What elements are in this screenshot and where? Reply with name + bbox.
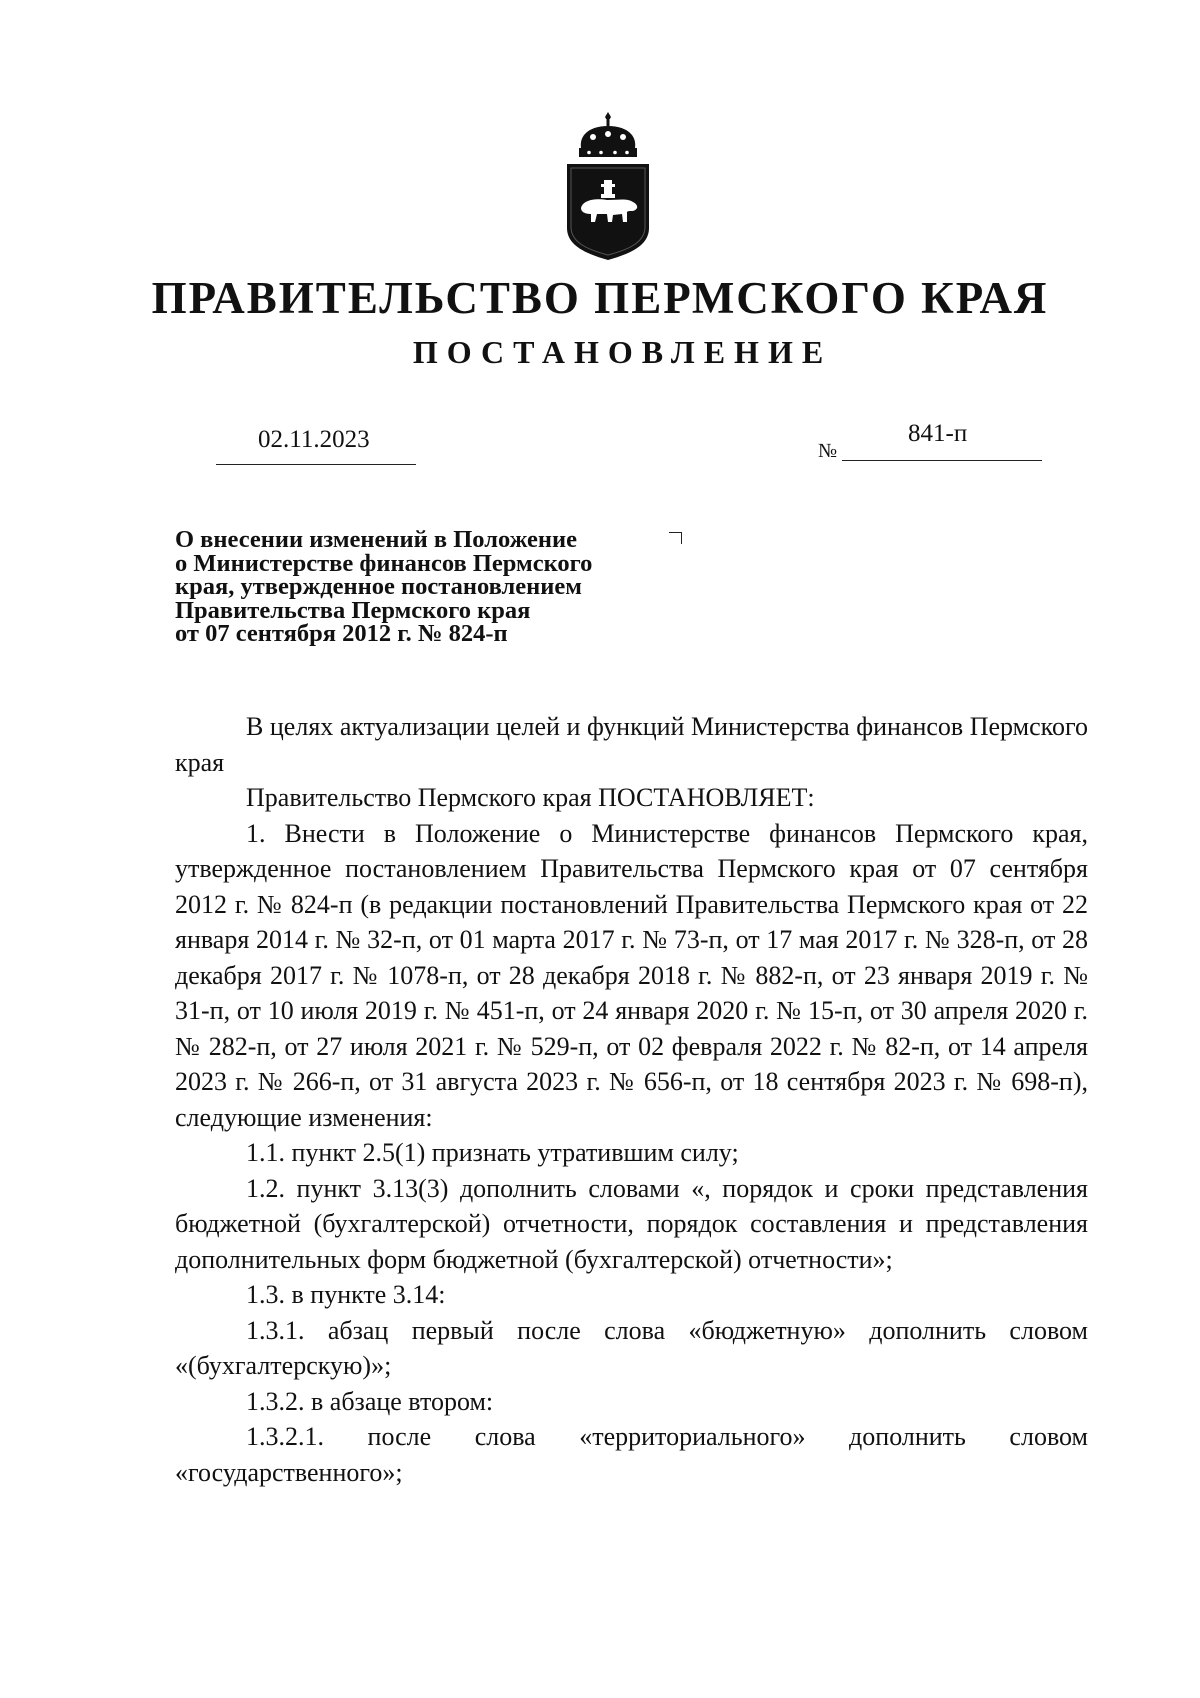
paragraph-item-1-3-2-1: 1.3.2.1. после слова «территориального» дополнить словом «государственного»; bbox=[175, 1422, 1088, 1487]
subject-corner-mark bbox=[669, 532, 682, 544]
date-field bbox=[216, 426, 416, 465]
paragraph-item-1-3-1: 1.3.1. абзац первый после слова «бюджетную» дополнить словом «(бухгалтерскую)»; bbox=[175, 1315, 1088, 1380]
paragraph-resolves: Правительство Пермского края ПОСТАНОВЛЯЕТ: bbox=[246, 783, 815, 812]
paragraph-item-1-3: 1.3. в пункте 3.14: bbox=[246, 1280, 446, 1309]
paragraph-item-1-3-2: 1.3.2. в абзаце втором: bbox=[246, 1386, 494, 1416]
subject-line: Правительства Пермского края bbox=[175, 596, 531, 624]
number-sign: № bbox=[818, 440, 838, 462]
paragraph-item-1-2: 1.2. пункт 3.13(3) дополнить словами «, порядок и сроки представления бюджетной (бухгалтерской) отчетности, порядок составления и представления дополнительных форм бюджетной (бухгалтерской) отчетности»; bbox=[175, 1173, 1088, 1274]
coat-of-arms-icon bbox=[563, 108, 653, 260]
paragraph-preamble: В целях актуализации целей и функций Министерства финансов Пермского края bbox=[175, 712, 1088, 777]
government-title: ПРАВИТЕЛЬСТВО ПЕРМСКОГО КРАЯ bbox=[151, 273, 1049, 323]
paragraph-item-1-1: 1.1. пункт 2.5(1) признать утратившим силу; bbox=[246, 1138, 739, 1167]
subject-line: О внесении изменений в Положение bbox=[175, 526, 578, 553]
document-body bbox=[175, 709, 1088, 1490]
subject-line: о Министерстве финансов Пермского bbox=[175, 549, 593, 577]
document-date: 02.11.2023 bbox=[258, 426, 370, 453]
paragraph-item-1: 1. Внести в Положение о Министерстве финансов Пермского края, утвержденное постановлением Правительства Пермского края от 07 сентября 2012 г. № 824-п (в редакции постановлений Правительства Пермского края от 22 января 2014 г. № 32-п, от 01 марта 2017 г. № 73-п, от 17 мая 2017 г. № 328-п, от 28 декабря 2017 г. № 1078-п, от 28 декабря 2018 г. № 882-п, от 23 января 2019 г. № 31-п, от 10 июля 2019 г. № 451-п, от 24 января 2020 г. № 15-п, от 30 апреля 2020 г. № 282-п, от 27 июля 2021 г. № 529-п, от 02 февраля 2022 г. № 82-п, от 14 апреля 2023 г. № 266-п, от 31 августа 2023 г. № 656-п, от 18 сентября 2023 г. № 698-п), следующие изменения: bbox=[175, 818, 1088, 1132]
document-subject bbox=[175, 528, 592, 646]
document-type: ПОСТАНОВЛЕНИЕ bbox=[412, 334, 833, 370]
subject-line: от 07 сентября 2012 г. № 824-п bbox=[175, 620, 508, 647]
document-number: 841-п bbox=[908, 420, 968, 447]
number-field bbox=[842, 420, 1042, 461]
subject-line: края, утвержденное постановлением bbox=[175, 573, 582, 600]
